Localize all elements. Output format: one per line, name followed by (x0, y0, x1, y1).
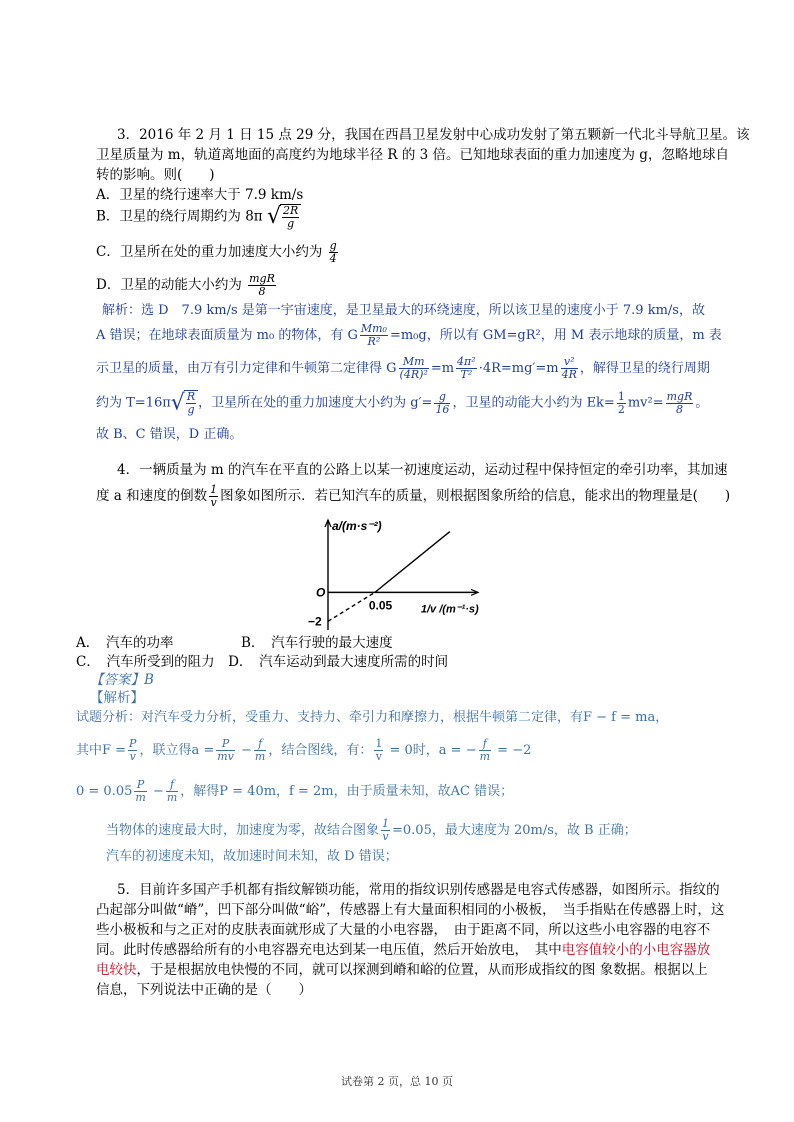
q3-solution-line5: 故 B、C 错误，D 正确。 (96, 427, 243, 442)
q4-analysis-line5: 汽车的初速度未知，故加速时间未知，故 D 错误； (106, 849, 398, 864)
series-line-2 (328, 592, 375, 621)
q4-options-ab: A． 汽车的功率 B． 汽车行驶的最大速度 (76, 635, 393, 651)
q3-option-b: B．卫星的绕行周期约为 8π √ $\frac{2R}{g}$ (96, 204, 301, 230)
series-line-1 (375, 532, 450, 593)
q5-stem-line4: 同。此时传感器给所有的小电容器充电达到某一电压值，然后开始放电， 其中电容值较小的小电容器放 (96, 942, 711, 958)
sqrt-expression: √ $\frac{2R}{g}$ (267, 204, 301, 230)
acceleration-vs-inverse-velocity-chart (298, 512, 490, 634)
q3-solution-line3: 示卫星的质量，由万有引力定律和牛顿第二定律得 G $\frac{Mm}{\text{(4R)²}}$ =m $\frac{\text{4π²}}{\text{T²}}$ ·4R=mg′=m $\frac{\text{v²}}{4R}$ ，解得卫星的绕行周期 (96, 355, 710, 381)
q3-stem-line3: 转的影响。则( ) (96, 167, 215, 183)
q4-analysis-line2: 其中F = $\frac{P}{v}$ ，联立得a = $\frac{P}{mv}$ − $\frac{f}{m}$ ，结合图线，有： $\frac{1}{v}$ = 0时，a = − $\frac{f}{m}$ = −2 (76, 737, 532, 763)
q4-stem-line1: 4．一辆质量为 m 的汽车在平直的公路上以某一初速度运动，运动过程中保持恒定的牵引功率，其加速 (117, 462, 728, 478)
y-axis-label: a/(m·s⁻²) (332, 519, 382, 533)
q3-option-d: D．卫星的动能大小约为 $\frac{\text{mgR}}{8}$ (96, 272, 275, 298)
q4-answer: 【答案】B (90, 672, 154, 688)
highlighted-text: 电容值较小的小电容器放 (561, 942, 711, 958)
q3-option-a: A．卫星的绕行速率大于 7.9 km/s (96, 187, 304, 203)
q3-option-c: C．卫星所在处的重力加速度大小约为 $\frac{g}{4}$ (96, 239, 337, 265)
q5-stem-line3: 些小极板和与之正对的皮肤表面就形成了大量的小电容器， 由于距离不同，所以这些小电容器的电容不 (96, 922, 711, 938)
q4-options-cd: C． 汽车所受到的阻力 D． 汽车运动到最大速度所需的时间 (76, 654, 449, 670)
q4-analysis-heading: 【解析】 (90, 690, 144, 706)
origin-label: O (316, 585, 326, 600)
q3-stem-line2: 卫星质量为 m，轨道离地面的高度约为地球半径 R 的 3 倍。已知地球表面的重力加速度为 g，忽略地球自 (96, 147, 729, 163)
q5-stem-line5: 电较快，于是根据放电快慢的不同，就可以探测到嵴和峪的位置，从而形成指纹的图 象数据。根据以上 (96, 962, 708, 978)
x-tick-label: 0.05 (368, 598, 393, 613)
q4-analysis-line1: 试题分析：对汽车受力分析，受重力、支持力、牵引力和摩擦力，根据牛顿第二定律，有F − f = ma， (76, 710, 669, 725)
x-axis-label: 1/v /(m⁻¹·s) (420, 603, 479, 616)
q3-solution-line4: 约为 T=16π√ $\frac{R}{g}$ ，卫星所在处的重力加速度大小约为 g′= $\frac{g}{16}$ ，卫星的动能大小约为 Ek= $\frac{1}{2}$ mv²= $\frac{\text{mgR}}{8}$ 。 (96, 389, 709, 416)
page-footer: 试卷第 2 页，总 10 页 (341, 1075, 453, 1088)
y-tick-label: −2 (308, 614, 322, 629)
q4-analysis-line3: 0 = 0.05 $\frac{P}{m}$ − $\frac{f}{m}$ ，解得P = 40m，f = 2m，由于质量未知，故AC 错误； (76, 778, 514, 804)
q3-stem-line1: 3．2016 年 2 月 1 日 15 点 29 分，我国在西昌卫星发射中心成功发射了第五颗新一代北斗导航卫星。该 (117, 127, 750, 143)
q3-solution-line1: 解析：选 D 7.9 km/s 是第一宇宙速度，是卫星最大的环绕速度，所以该卫星的速度小于 7.9 km/s，故 (102, 303, 705, 318)
q5-stem-line2: 凸起部分叫做“嵴”，凹下部分叫做“峪”，传感器上有大量面积相同的小极板， 当手指贴在传感器上时，这 (96, 902, 725, 918)
q4-stem-line2: 度 a 和速度的倒数 $\frac{1}{v}$ 图象如图所示．若已知汽车的质量，则根据图象所给的信息，能求出的物理量是( ) (96, 483, 731, 509)
q5-stem-line6: 信息，下列说法中正确的是（ ） (96, 982, 312, 998)
q5-stem-line1: 5．目前许多国产手机都有指纹解锁功能，常用的指纹识别传感器是电容式传感器，如图所示。指纹的 (117, 882, 720, 898)
q4-analysis-line4: 当物体的速度最大时，加速度为零，故结合图象 $\frac{1}{v}$ =0.05，最大速度为 20m/s，故 B 正确； (106, 817, 637, 843)
highlighted-text: 电较快 (96, 962, 137, 978)
q3-solution-line2: A 错误；在地球表面质量为 m₀ 的物体，有 G $\frac{\text{Mm₀}}{\text{R²}}$ =m₀g，所以有 GM=gR²，用 M 表示地球的质量，m 表 (96, 322, 722, 348)
